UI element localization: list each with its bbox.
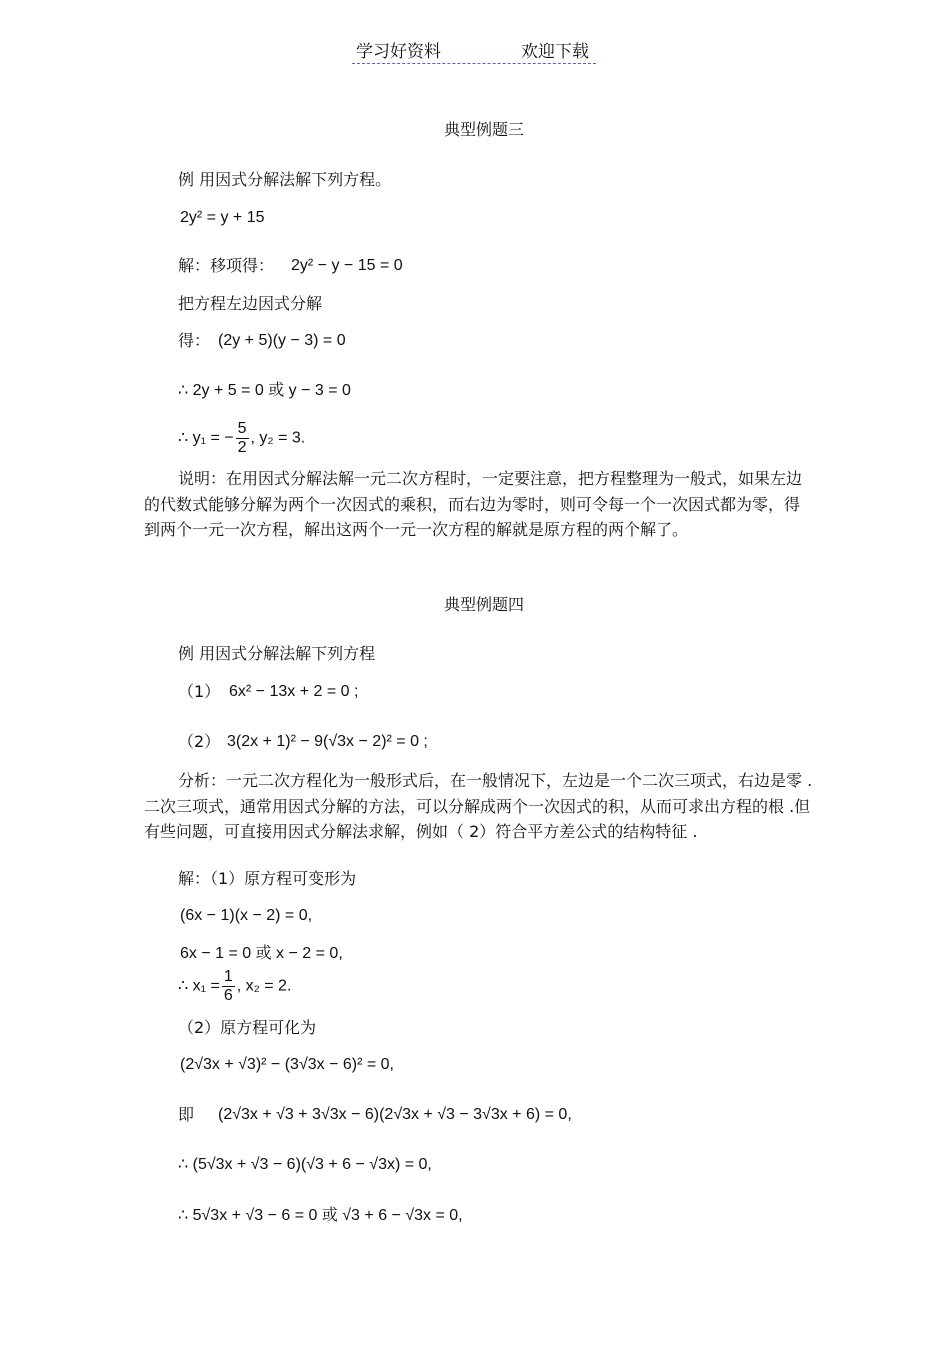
header-right-text: 欢迎下载 xyxy=(521,42,589,62)
solution-1-step1: (6x − 1)(x − 2) = 0, xyxy=(180,907,313,924)
example-3-note: 说明：在用因式分解法解一元二次方程时，一定要注意，把方程整理为一般式，如果左边的代数式能够分解为两个一次因式的乘积，而右边为零时，则可令每一个一次因式都为零，得到两个一元一次方程，解出这两个一元一次方程的解就是原方程的两个解了。 xyxy=(144,469,803,539)
example-3-title: 典型例题三 xyxy=(444,120,525,139)
solution-2-step4: ∴ 5√3x + √3 − 6 = 0 或 √3 + 6 − √3x = 0, xyxy=(178,1207,463,1224)
fraction-numerator: 1 xyxy=(223,968,233,985)
solution-1-result-lead: ∴ x₁ = xyxy=(178,977,220,995)
fraction-denominator: 6 xyxy=(223,987,233,1004)
problem-2-label: （2） xyxy=(178,732,221,751)
example-3-result-lead: ∴ y₁ = − xyxy=(178,429,234,447)
example-4-intro: 例 用因式分解法解下列方程 xyxy=(178,644,376,663)
solution-1-step2: 6x − 1 = 0 或 x − 2 = 0, xyxy=(180,945,343,962)
fraction-denominator: 2 xyxy=(237,439,247,456)
header-left-text: 学习好资料 xyxy=(356,42,441,62)
example-4-analysis: 分析：一元二次方程化为一般形式后，在一般情况下，左边是一个二次三项式，右边是零 .二次三项式，通常用因式分解的方法，可以分解成两个一次因式的积，从而可求出方程的根 .但有些问题，可直接用因式分解法求解，例如（ 2）符合平方差公式的结构特征 . xyxy=(144,771,813,841)
solution-2-step3: ∴ (5√3x + √3 − 6)(√3 + 6 − √3x) = 0, xyxy=(178,1156,432,1173)
example-3-intro: 例 用因式分解法解下列方程。 xyxy=(178,170,392,189)
example-3-step3-label: 得： xyxy=(178,331,211,350)
header-divider xyxy=(352,63,596,64)
solution-2-label: （2）原方程可化为 xyxy=(178,1018,317,1037)
solution-1-label: 解：（1）原方程可变形为 xyxy=(178,869,357,888)
solution-2-step2-label: 即 xyxy=(178,1105,195,1124)
solution-1-result-tail: , x₂ = 2. xyxy=(236,977,292,995)
example-3-equation: 2y² = y + 15 xyxy=(180,209,265,226)
fraction-numerator: 5 xyxy=(237,420,247,437)
example-3-step3-equation: (2y + 5)(y − 3) = 0 xyxy=(218,332,346,349)
solution-2-step2: (2√3x + √3 + 3√3x − 6)(2√3x + √3 − 3√3x + 6) = 0, xyxy=(218,1106,572,1123)
example-3-result-tail: , y₂ = 3. xyxy=(250,429,306,447)
example-3-step2-text: 把方程左边因式分解 xyxy=(178,294,323,313)
example-4-title: 典型例题四 xyxy=(444,595,525,614)
example-3-step1-equation: 2y² − y − 15 = 0 xyxy=(291,257,403,274)
example-3-step1-label: 解：移项得： xyxy=(178,256,275,275)
example-3-step4-equation: ∴ 2y + 5 = 0 或 y − 3 = 0 xyxy=(178,382,351,399)
fraction xyxy=(222,968,235,1005)
solution-2-step1: (2√3x + √3)² − (3√3x − 6)² = 0, xyxy=(180,1056,394,1073)
fraction xyxy=(236,420,249,457)
example-3-result xyxy=(178,420,305,457)
problem-2-equation: 3(2x + 1)² − 9(√3x − 2)² = 0 ; xyxy=(227,733,428,750)
problem-1-label: （1） xyxy=(178,682,221,701)
problem-1-equation: 6x² − 13x + 2 = 0 ; xyxy=(229,683,359,700)
solution-1-result xyxy=(178,968,291,1005)
